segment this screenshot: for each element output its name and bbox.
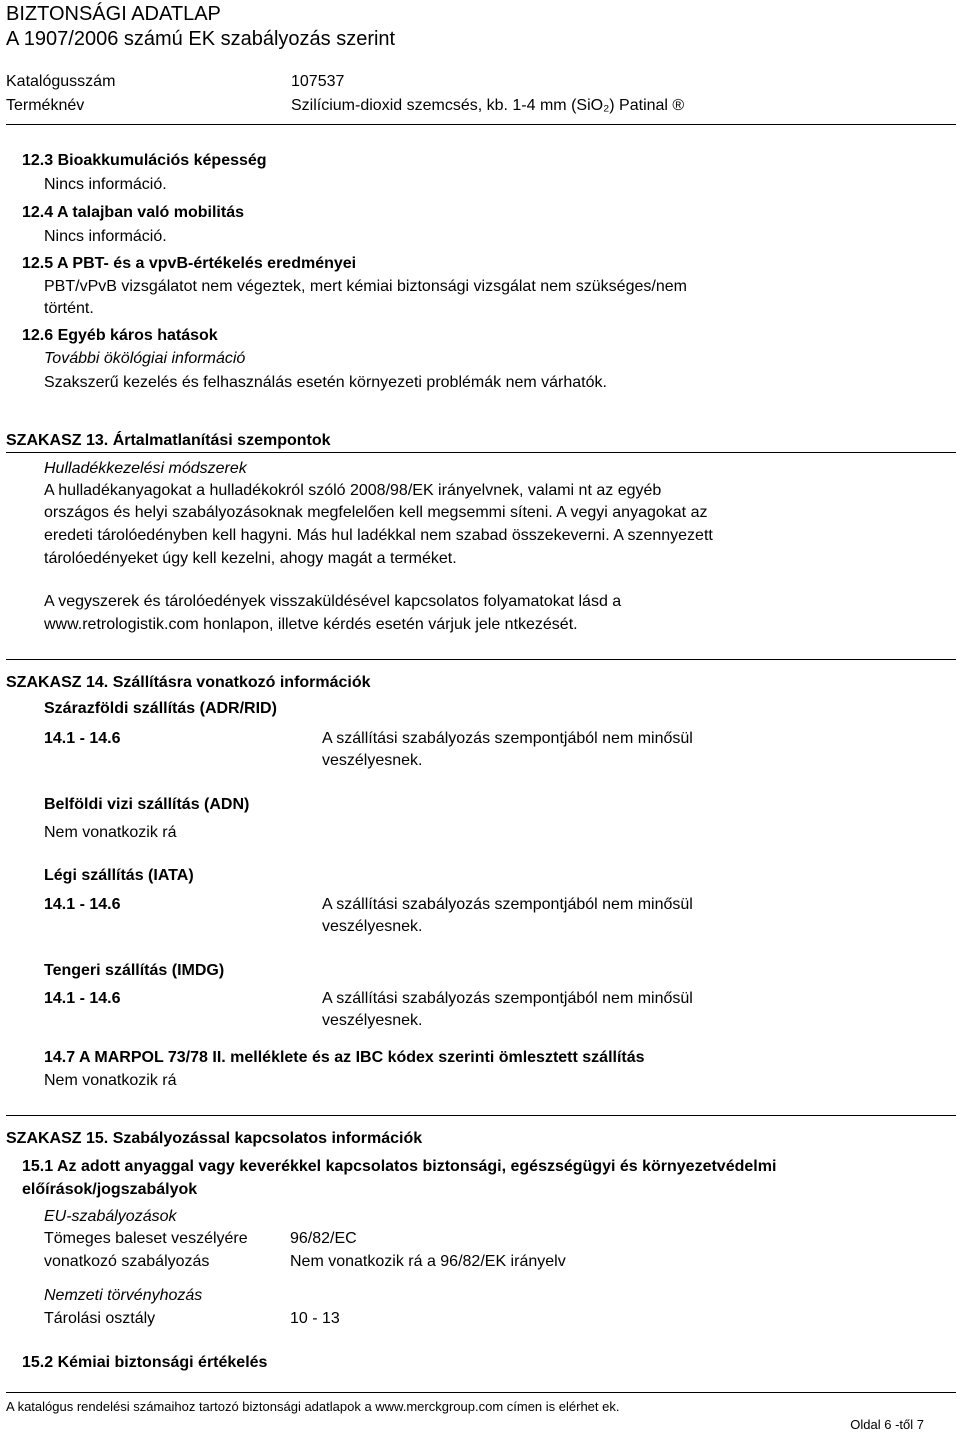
product-name-row (6, 96, 685, 116)
adr-text-line1: A szállítási szabályozás szempontjából nem minősül (322, 730, 693, 747)
product-label: Terméknév (6, 97, 85, 114)
waste-paragraph-line: országos és helyi szabályozásoknak megfelelően kell megsemmi síteni. A vegyi anyagokat az (44, 504, 708, 521)
catalog-number-row (6, 72, 345, 92)
subheading-eu-regulations: EU-szabályozások (44, 1208, 177, 1225)
waste-paragraph-line: A hulladékanyagokat a hulladékokról szóló 2008/98/EK irányelvnek, valami nt az egyéb (44, 482, 662, 499)
section-14-divider (6, 659, 956, 660)
text-12-6: Szakszerű kezelés és felhasználás esetén környezeti problémák nem várhatók. (44, 374, 607, 391)
footer-divider (6, 1392, 956, 1393)
waste-paragraph-line: eredeti tárolóedényben kell hagyni. Más hul ladékkal nem szabad összekeverni. A szennyezett (44, 527, 713, 544)
marpol-text: Nem vonatkozik rá (44, 1072, 177, 1089)
text-12-5-line1: PBT/vPvB vizsgálatot nem végeztek, mert kémiai biztonsági vizsgálat nem szükséges/nem (44, 278, 687, 295)
subheading-waste-methods: Hulladékkezelési módszerek (44, 460, 247, 477)
heading-12-4: 12.4 A talajban való mobilitás (22, 204, 244, 221)
iata-text-line1: A szállítási szabályozás szempontjából nem minősül (322, 896, 693, 913)
adr-range: 14.1 - 14.6 (44, 730, 121, 747)
heading-12-6: 12.6 Egyéb káros hatások (22, 327, 218, 344)
subheading-ecological-info: További ökölógiai információ (44, 350, 246, 367)
subheading-national-legislation: Nemzeti törvényhozás (44, 1287, 203, 1304)
text-12-4: Nincs információ. (44, 228, 167, 245)
imdg-range: 14.1 - 14.6 (44, 990, 121, 1007)
return-paragraph-line: www.retrologistik.com honlapon, illetve kérdés esetén várjuk jele ntkezését. (44, 616, 578, 633)
imdg-text (322, 988, 693, 1032)
section-15-divider (6, 1115, 956, 1116)
imdg-text-line1: A szállítási szabályozás szempontjából nem minősül (322, 990, 693, 1007)
footer-note: A katalógus rendelési számaihoz tartozó biztonsági adatlapok a www.merckgroup.com címen is elérhet ek. (6, 1399, 620, 1414)
iata-text-line2: veszélyesnek. (322, 918, 423, 935)
eu-row2-value: Nem vonatkozik rá a 96/82/EK irányelv (290, 1253, 566, 1270)
document-title: BIZTONSÁGI ADATLAP (6, 3, 221, 25)
text-12-3: Nincs információ. (44, 176, 167, 193)
return-paragraph-line: A vegyszerek és tárolóedények visszaküldésével kapcsolatos folyamatokat lásd a (44, 593, 622, 610)
eu-row1-label: Tömeges baleset veszélyére (44, 1230, 248, 1247)
section-13-heading: SZAKASZ 13. Ártalmatlanítási szempontok (6, 432, 331, 449)
heading-15-1-line2: előírások/jogszabályok (22, 1181, 198, 1198)
text-12-5-line2: történt. (44, 300, 94, 317)
marpol-title: 14.7 A MARPOL 73/78 II. melléklete és az IBC kódex szerinti ömlesztett szállítás (44, 1049, 645, 1066)
adr-title: Szárazföldi szállítás (ADR/RID) (44, 700, 277, 717)
imdg-title: Tengeri szállítás (IMDG) (44, 962, 225, 979)
adr-text (322, 728, 693, 772)
heading-12-3: 12.3 Bioakkumulációs képesség (22, 152, 267, 169)
iata-text (322, 894, 693, 938)
regulation-subtitle: A 1907/2006 számú EK szabályozás szerint (6, 28, 396, 50)
waste-paragraph-line: tárolóedényeket úgy kell kezelni, ahogy magát a terméket. (44, 550, 457, 567)
storage-class-label: Tárolási osztály (44, 1310, 156, 1327)
section-13-divider (6, 452, 956, 453)
storage-class-value: 10 - 13 (290, 1310, 340, 1327)
iata-range: 14.1 - 14.6 (44, 896, 121, 913)
catalog-value: 107537 (291, 73, 345, 90)
adr-text-line2: veszélyesnek. (322, 752, 423, 769)
eu-row1-value: 96/82/EC (290, 1230, 357, 1247)
adn-text: Nem vonatkozik rá (44, 824, 177, 841)
adn-title: Belföldi vizi szállítás (ADN) (44, 796, 250, 813)
heading-12-5: 12.5 A PBT- és a vpvB-értékelés eredményei (22, 255, 357, 272)
heading-15-2: 15.2 Kémiai biztonsági értékelés (22, 1354, 268, 1371)
eu-row2-label: vonatkozó szabályozás (44, 1253, 210, 1270)
section-15-heading: SZAKASZ 15. Szabályozással kapcsolatos információk (6, 1130, 423, 1147)
product-value: Szilícium-dioxid szemcsés, kb. 1-4 mm (SiO₂) Patinal ® (291, 97, 685, 114)
catalog-label: Katalógusszám (6, 73, 116, 90)
imdg-text-line2: veszélyesnek. (322, 1012, 423, 1029)
heading-15-1-line1: 15.1 Az adott anyaggal vagy keverékkel kapcsolatos biztonsági, egészségügyi és környezetvédelmi (22, 1158, 777, 1175)
page-number: Oldal 6 -től 7 (850, 1417, 924, 1432)
header-divider (6, 124, 956, 125)
iata-title: Légi szállítás (IATA) (44, 867, 194, 884)
section-14-heading: SZAKASZ 14. Szállításra vonatkozó információk (6, 674, 371, 691)
